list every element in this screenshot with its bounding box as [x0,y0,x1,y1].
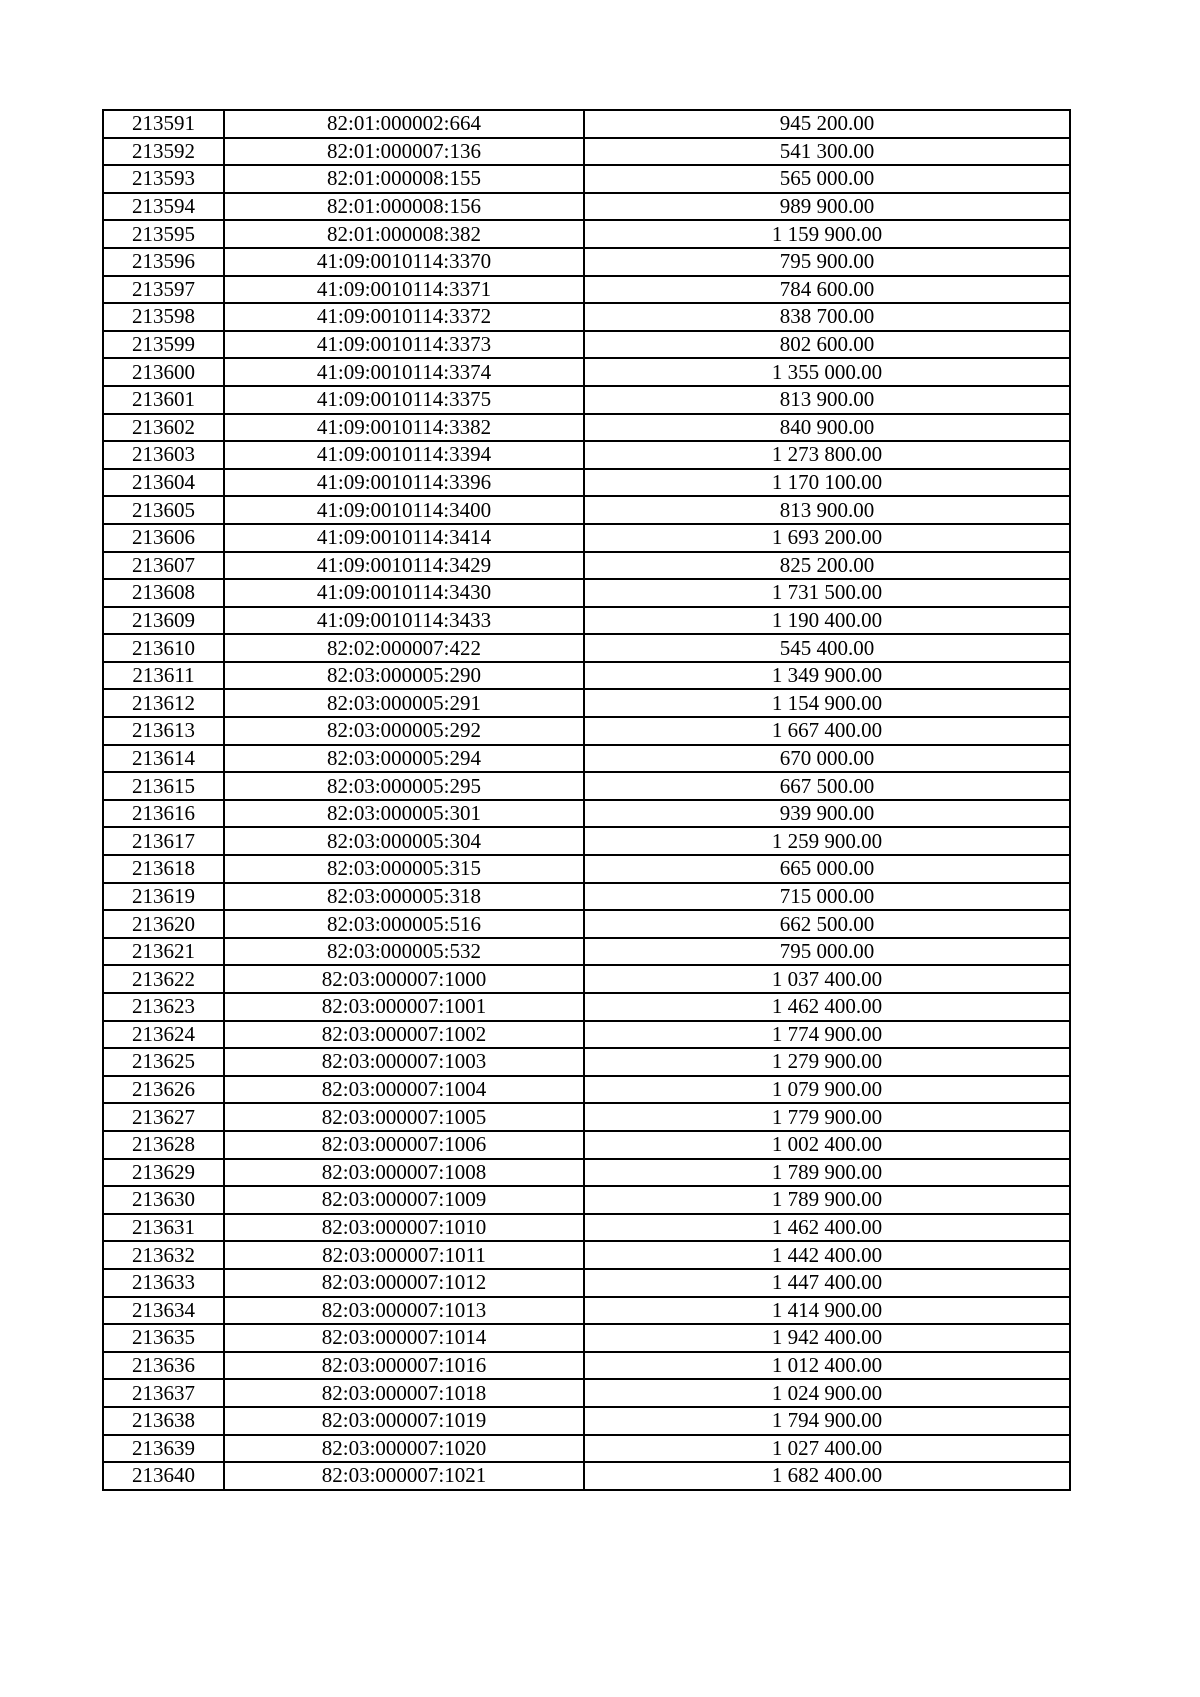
value-cell: 945 200.00 [584,110,1070,138]
table-row [103,717,1070,745]
value-cell: 813 900.00 [584,496,1070,524]
table-row [103,276,1070,304]
row-number-cell: 213591 [103,110,224,138]
table-row [103,1103,1070,1131]
table-row [103,883,1070,911]
table-row [103,662,1070,690]
row-number-cell: 213600 [103,358,224,386]
row-number-cell: 213602 [103,414,224,442]
row-number-cell: 213634 [103,1297,224,1325]
value-cell: 1 355 000.00 [584,358,1070,386]
table-row [103,689,1070,717]
value-cell: 1 442 400.00 [584,1241,1070,1269]
value-cell: 813 900.00 [584,386,1070,414]
cadastral-number-cell: 82:03:000007:1010 [224,1214,584,1242]
table-row [103,1076,1070,1104]
table-row [103,386,1070,414]
row-number-cell: 213623 [103,993,224,1021]
value-cell: 989 900.00 [584,193,1070,221]
value-cell: 1 794 900.00 [584,1407,1070,1435]
row-number-cell: 213599 [103,331,224,359]
table-row [103,745,1070,773]
value-cell: 1 079 900.00 [584,1076,1070,1104]
row-number-cell: 213633 [103,1269,224,1297]
table-row [103,524,1070,552]
table-row [103,1241,1070,1269]
cadastral-number-cell: 82:03:000007:1019 [224,1407,584,1435]
value-cell: 1 731 500.00 [584,579,1070,607]
cadastral-number-cell: 41:09:0010114:3394 [224,441,584,469]
row-number-cell: 213593 [103,165,224,193]
table-row [103,552,1070,580]
cadastral-number-cell: 41:09:0010114:3375 [224,386,584,414]
table-row [103,441,1070,469]
value-cell: 1 774 900.00 [584,1021,1070,1049]
value-cell: 1 349 900.00 [584,662,1070,690]
row-number-cell: 213614 [103,745,224,773]
table-row [103,1048,1070,1076]
cadastral-number-cell: 82:03:000005:301 [224,800,584,828]
table-row [103,1324,1070,1352]
row-number-cell: 213627 [103,1103,224,1131]
value-cell: 840 900.00 [584,414,1070,442]
cadastral-number-cell: 82:01:000007:136 [224,138,584,166]
value-cell: 1 190 400.00 [584,607,1070,635]
row-number-cell: 213617 [103,827,224,855]
row-number-cell: 213638 [103,1407,224,1435]
value-cell: 1 682 400.00 [584,1462,1070,1490]
cadastral-number-cell: 82:03:000005:532 [224,938,584,966]
cadastral-number-cell: 41:09:0010114:3371 [224,276,584,304]
row-number-cell: 213626 [103,1076,224,1104]
table-row [103,165,1070,193]
cadastral-number-cell: 41:09:0010114:3430 [224,579,584,607]
table-row [103,469,1070,497]
value-cell: 1 667 400.00 [584,717,1070,745]
cadastral-number-cell: 82:03:000007:1013 [224,1297,584,1325]
cadastral-number-cell: 82:03:000007:1016 [224,1352,584,1380]
value-cell: 838 700.00 [584,303,1070,331]
row-number-cell: 213620 [103,910,224,938]
row-number-cell: 213605 [103,496,224,524]
value-cell: 1 273 800.00 [584,441,1070,469]
cadastral-number-cell: 82:01:000002:664 [224,110,584,138]
row-number-cell: 213635 [103,1324,224,1352]
cadastral-number-cell: 82:03:000007:1012 [224,1269,584,1297]
value-cell: 541 300.00 [584,138,1070,166]
cadastral-number-cell: 41:09:0010114:3400 [224,496,584,524]
table-row [103,579,1070,607]
row-number-cell: 213629 [103,1159,224,1187]
row-number-cell: 213637 [103,1379,224,1407]
cadastral-number-cell: 82:03:000005:295 [224,772,584,800]
cadastral-number-cell: 41:09:0010114:3372 [224,303,584,331]
row-number-cell: 213592 [103,138,224,166]
cadastral-number-cell: 82:03:000007:1020 [224,1435,584,1463]
cadastral-number-cell: 82:03:000007:1003 [224,1048,584,1076]
cadastral-number-cell: 82:01:000008:382 [224,220,584,248]
table-row [103,1352,1070,1380]
value-cell: 715 000.00 [584,883,1070,911]
table-row [103,1159,1070,1187]
cadastral-number-cell: 82:03:000007:1006 [224,1131,584,1159]
row-number-cell: 213639 [103,1435,224,1463]
value-cell: 1 002 400.00 [584,1131,1070,1159]
table-row [103,800,1070,828]
row-number-cell: 213601 [103,386,224,414]
row-number-cell: 213604 [103,469,224,497]
value-cell: 1 259 900.00 [584,827,1070,855]
cadastral-number-cell: 82:03:000007:1000 [224,965,584,993]
value-cell: 1 024 900.00 [584,1379,1070,1407]
value-cell: 825 200.00 [584,552,1070,580]
table-row [103,1435,1070,1463]
cadastral-number-cell: 82:03:000007:1018 [224,1379,584,1407]
row-number-cell: 213606 [103,524,224,552]
cadastral-number-cell: 82:03:000007:1014 [224,1324,584,1352]
cadastral-number-cell: 82:01:000008:156 [224,193,584,221]
cadastral-number-cell: 41:09:0010114:3373 [224,331,584,359]
table-row [103,138,1070,166]
value-cell: 1 462 400.00 [584,993,1070,1021]
row-number-cell: 213631 [103,1214,224,1242]
value-cell: 670 000.00 [584,745,1070,773]
cadastral-number-cell: 41:09:0010114:3429 [224,552,584,580]
value-cell: 667 500.00 [584,772,1070,800]
cadastral-number-cell: 82:03:000005:294 [224,745,584,773]
row-number-cell: 213608 [103,579,224,607]
cadastral-number-cell: 82:03:000007:1002 [224,1021,584,1049]
table-row [103,110,1070,138]
value-cell: 565 000.00 [584,165,1070,193]
row-number-cell: 213628 [103,1131,224,1159]
row-number-cell: 213609 [103,607,224,635]
cadastral-number-cell: 82:02:000007:422 [224,634,584,662]
row-number-cell: 213640 [103,1462,224,1490]
table-row [103,1297,1070,1325]
cadastral-number-cell: 82:03:000005:290 [224,662,584,690]
row-number-cell: 213603 [103,441,224,469]
value-cell: 795 900.00 [584,248,1070,276]
row-number-cell: 213616 [103,800,224,828]
value-cell: 1 789 900.00 [584,1159,1070,1187]
row-number-cell: 213612 [103,689,224,717]
row-number-cell: 213596 [103,248,224,276]
table-row [103,1021,1070,1049]
table-row [103,303,1070,331]
table-row [103,331,1070,359]
table-row [103,1214,1070,1242]
table-row [103,248,1070,276]
row-number-cell: 213595 [103,220,224,248]
value-cell: 795 000.00 [584,938,1070,966]
cadastral-number-cell: 41:09:0010114:3414 [224,524,584,552]
row-number-cell: 213607 [103,552,224,580]
value-cell: 784 600.00 [584,276,1070,304]
value-cell: 1 012 400.00 [584,1352,1070,1380]
row-number-cell: 213618 [103,855,224,883]
cadastral-number-cell: 82:03:000005:516 [224,910,584,938]
table-row [103,938,1070,966]
value-cell: 1 037 400.00 [584,965,1070,993]
table-row [103,910,1070,938]
cadastral-number-cell: 82:03:000007:1005 [224,1103,584,1131]
table-row [103,772,1070,800]
cadastral-number-cell: 41:09:0010114:3382 [224,414,584,442]
row-number-cell: 213630 [103,1186,224,1214]
value-cell: 1 693 200.00 [584,524,1070,552]
row-number-cell: 213624 [103,1021,224,1049]
table-row [103,193,1070,221]
cadastral-number-cell: 82:03:000005:315 [224,855,584,883]
cadastral-number-cell: 82:03:000007:1009 [224,1186,584,1214]
table-row [103,414,1070,442]
row-number-cell: 213613 [103,717,224,745]
value-cell: 662 500.00 [584,910,1070,938]
cadastral-number-cell: 82:03:000005:318 [224,883,584,911]
table-row [103,358,1070,386]
value-cell: 1 779 900.00 [584,1103,1070,1131]
value-cell: 1 414 900.00 [584,1297,1070,1325]
table-row [103,827,1070,855]
row-number-cell: 213622 [103,965,224,993]
value-cell: 939 900.00 [584,800,1070,828]
cadastral-number-cell: 82:03:000007:1011 [224,1241,584,1269]
table-row [103,1131,1070,1159]
value-cell: 1 279 900.00 [584,1048,1070,1076]
cadastral-number-cell: 82:03:000005:292 [224,717,584,745]
cadastral-number-cell: 41:09:0010114:3370 [224,248,584,276]
value-cell: 1 462 400.00 [584,1214,1070,1242]
table-row [103,1269,1070,1297]
row-number-cell: 213611 [103,662,224,690]
row-number-cell: 213610 [103,634,224,662]
value-cell: 1 789 900.00 [584,1186,1070,1214]
table-row [103,607,1070,635]
cadastral-number-cell: 82:03:000005:304 [224,827,584,855]
table-row [103,1379,1070,1407]
table-row [103,1462,1070,1490]
cadastral-number-cell: 82:03:000007:1021 [224,1462,584,1490]
row-number-cell: 213619 [103,883,224,911]
cadastral-number-cell: 82:03:000007:1001 [224,993,584,1021]
cadastral-value-table [102,109,1071,1491]
table-row [103,634,1070,662]
row-number-cell: 213625 [103,1048,224,1076]
table-body [103,110,1070,1490]
cadastral-number-cell: 82:03:000007:1008 [224,1159,584,1187]
table-row [103,1407,1070,1435]
cadastral-number-cell: 82:01:000008:155 [224,165,584,193]
cadastral-number-cell: 41:09:0010114:3374 [224,358,584,386]
table-row [103,220,1070,248]
value-cell: 1 027 400.00 [584,1435,1070,1463]
cadastral-number-cell: 41:09:0010114:3433 [224,607,584,635]
cadastral-number-cell: 41:09:0010114:3396 [224,469,584,497]
table-row [103,496,1070,524]
table-row [103,965,1070,993]
value-cell: 1 159 900.00 [584,220,1070,248]
table-row [103,993,1070,1021]
value-cell: 1 942 400.00 [584,1324,1070,1352]
row-number-cell: 213615 [103,772,224,800]
cadastral-number-cell: 82:03:000007:1004 [224,1076,584,1104]
value-cell: 665 000.00 [584,855,1070,883]
row-number-cell: 213597 [103,276,224,304]
row-number-cell: 213632 [103,1241,224,1269]
row-number-cell: 213594 [103,193,224,221]
value-cell: 1 154 900.00 [584,689,1070,717]
row-number-cell: 213636 [103,1352,224,1380]
row-number-cell: 213598 [103,303,224,331]
value-cell: 1 170 100.00 [584,469,1070,497]
cadastral-number-cell: 82:03:000005:291 [224,689,584,717]
value-cell: 1 447 400.00 [584,1269,1070,1297]
row-number-cell: 213621 [103,938,224,966]
value-cell: 545 400.00 [584,634,1070,662]
table-row [103,855,1070,883]
value-cell: 802 600.00 [584,331,1070,359]
table-row [103,1186,1070,1214]
